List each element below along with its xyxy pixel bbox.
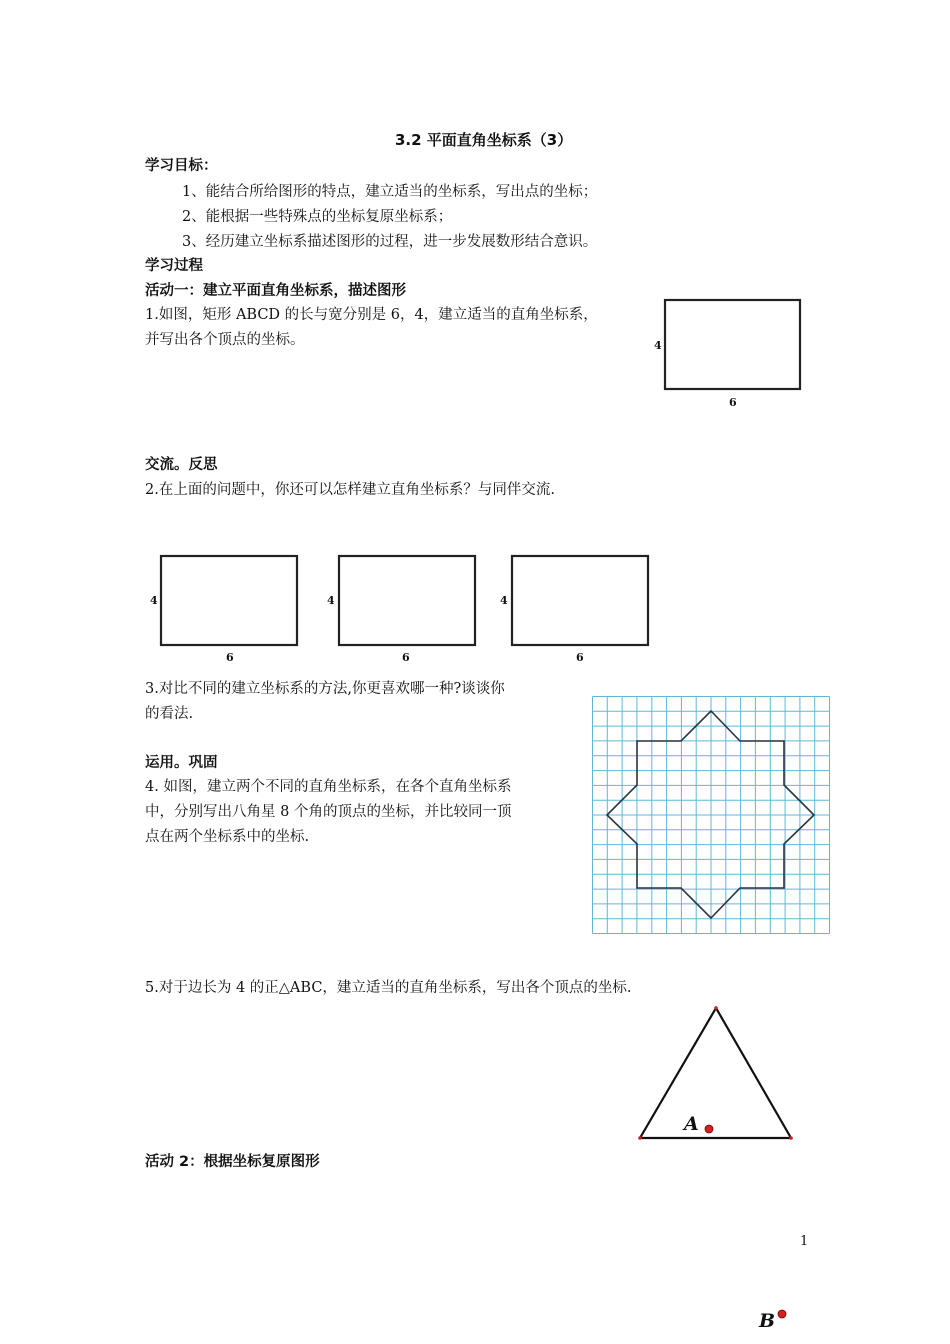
objective-2: 2、能根据一些特殊点的坐标复原坐标系； bbox=[182, 209, 453, 225]
objective-3: 3、经历建立坐标系描述图形的过程，进一步发展数形结合意识。 bbox=[182, 234, 598, 250]
point-a-dot bbox=[705, 1125, 713, 1133]
rect3-height-label: 4 bbox=[327, 594, 335, 607]
question-5: 5.对于边长为 4 的正△ABC，建立适当的直角坐标系，写出各个顶点的坐标. bbox=[145, 980, 632, 996]
reflect-heading: 交流。反思 bbox=[145, 457, 218, 473]
grid-star-figure bbox=[592, 696, 830, 934]
question-1-line2: 并写出各个顶点的坐标。 bbox=[145, 332, 305, 348]
question-4-line3: 点在两个坐标系中的坐标. bbox=[145, 829, 310, 845]
rect2-height-label: 4 bbox=[150, 594, 158, 607]
rect4-width-label: 6 bbox=[576, 651, 584, 664]
objectives-heading: 学习目标： bbox=[145, 158, 218, 174]
page-number: 1 bbox=[800, 1234, 809, 1249]
page-title: 3.2 平面直角坐标系（3） bbox=[395, 131, 573, 149]
objective-1: 1、能结合所给图形的特点，建立适当的坐标系，写出点的坐标； bbox=[182, 184, 598, 200]
rect1-height-label: 4 bbox=[654, 339, 662, 352]
question-4-line1: 4. 如图，建立两个不同的直角坐标系，在各个直角坐标系 bbox=[145, 779, 512, 795]
process-heading: 学习过程 bbox=[145, 258, 203, 274]
apply-heading: 运用。巩固 bbox=[145, 755, 218, 771]
rect2-width-label: 6 bbox=[226, 651, 234, 664]
question-3-line2: 的看法. bbox=[145, 706, 194, 722]
point-b-label: B bbox=[759, 1310, 776, 1332]
rect4-height-label: 4 bbox=[500, 594, 508, 607]
grid-lines bbox=[593, 697, 830, 934]
point-a-label: A bbox=[684, 1113, 699, 1135]
question-2: 2.在上面的问题中，你还可以怎样建立直角坐标系？与同伴交流. bbox=[145, 482, 555, 498]
rectangle-figure-2 bbox=[140, 550, 310, 670]
rect3-width-label: 6 bbox=[402, 651, 410, 664]
activity2-heading: 活动 2：根据坐标复原图形 bbox=[145, 1154, 320, 1170]
question-3-line1: 3.对比不同的建立坐标系的方法,你更喜欢哪一种?谈谈你 bbox=[145, 681, 505, 697]
rect1-width-label: 6 bbox=[729, 396, 737, 409]
point-b-dot bbox=[776, 1308, 788, 1320]
equilateral-triangle-figure bbox=[630, 1000, 810, 1150]
activity1-heading: 活动一：建立平面直角坐标系，描述图形 bbox=[145, 283, 406, 299]
question-1-line1: 1.如图，矩形 ABCD 的长与宽分别是 6，4，建立适当的直角坐标系， bbox=[145, 307, 598, 323]
question-4-line2: 中，分别写出八角星 8 个角的顶点的坐标，并比较同一顶 bbox=[145, 804, 512, 820]
